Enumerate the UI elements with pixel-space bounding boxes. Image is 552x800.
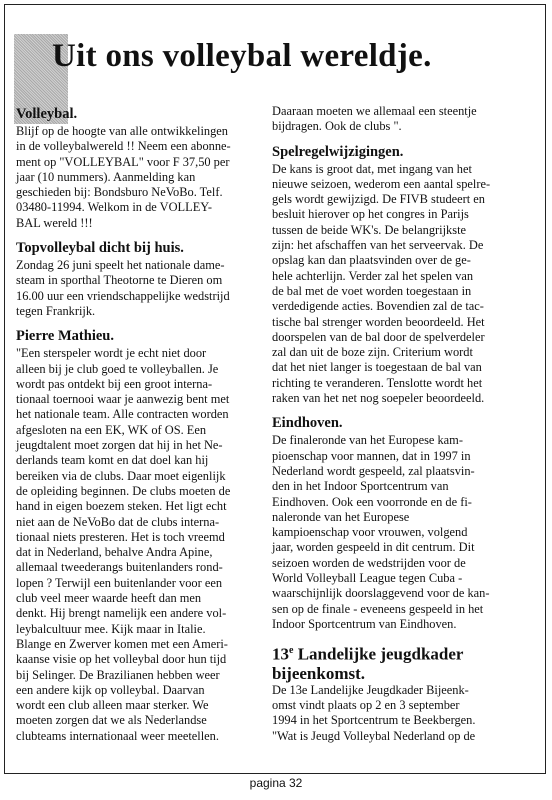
text-line: hele achterlijn. Verder zal het spelen van — [272, 268, 474, 283]
text-line: naleronde van het Europese — [272, 509, 410, 524]
text-line: alleen bij je club goed te volleyballen. Je — [16, 361, 219, 376]
text-line: tussen de beide WK's. De belangrijkste — [272, 222, 467, 237]
section-body — [272, 433, 534, 632]
section-continuation — [272, 104, 534, 135]
text-line: in de volleybalwereld !! Neem een abonne- — [16, 139, 231, 154]
text-line: bijdragen. Ook de clubs ". — [272, 119, 402, 134]
section-heading: Spelregelwijzigingen. — [272, 143, 404, 160]
text-line: denkt. Hij brengt namelijk een andere vol- — [16, 606, 227, 621]
text-line: bereiken via de clubs. Daar moet eigenlijk — [16, 468, 226, 483]
text-line: tegen Frankrijk. — [16, 303, 96, 318]
section-eindhoven — [272, 415, 534, 632]
text-line: derlands team komt en dat doel kan hij — [16, 453, 209, 468]
text-line: Nederland wordt gespeeld, zal plaatsvin- — [272, 463, 475, 478]
text-line: moeten zorgen dat we als Nederlandse — [16, 713, 207, 728]
text-line: allemaal tweederangs buitenlanders rond- — [16, 560, 223, 575]
text-line: de opleiding beginnen. De clubs moeten de — [16, 483, 231, 498]
text-line: tionaal toernooi waar je aanwezig bent met — [16, 392, 230, 407]
text-line: dat het niet langer is toegestaan de bal van — [272, 360, 482, 375]
section-volleybal — [16, 106, 264, 231]
text-line: 16.00 uur een vriendschappelijke wedstrijd — [16, 288, 230, 303]
left-column — [16, 106, 264, 744]
section-pierre-mathieu — [16, 328, 264, 744]
text-line: zijn: het afschaffen van het serveervak. De — [272, 238, 484, 253]
text-line: jeugdtalent moet zorgen dat hij in het Ne- — [16, 438, 223, 453]
text-line: 03480-11994. Welkom in de VOLLEY- — [16, 200, 212, 215]
text-line: geschieden bij: Bondsburo NeVoBo. Telf. — [16, 185, 223, 200]
text-line: Blange en Zwerver komen met een Ameri- — [16, 636, 228, 651]
text-line: wordt pas ontdekt bij een groot interna- — [16, 376, 213, 391]
right-column — [272, 104, 534, 744]
text-line: doorspelen van de bal door de spelverdeler — [272, 329, 485, 344]
text-line: clubteams internationaal weer meetellen. — [16, 728, 219, 743]
text-line: opslag kan dan plaatsvinden over de ge- — [272, 253, 471, 268]
text-line: sen op de finale - eveneens gespeeld in het — [272, 601, 484, 616]
text-line: een andere kijk op volleybal. Daarvan — [16, 682, 205, 697]
text-line: richting te veranderen. Tenslotte wordt het — [272, 375, 483, 390]
text-line: De finaleronde van het Europese kam- — [272, 433, 463, 448]
text-line: tionaal niets presteren. Het is toch vreemd — [16, 529, 225, 544]
section-heading-line2: bijeenkomst. — [272, 663, 366, 683]
text-line: wordt een club alleen maar sterker. We — [16, 698, 209, 713]
text-line: afgesloten na een EK, WK of OS. Een — [16, 422, 207, 437]
text-line: jaar (10 nummers). Aanmelding kan — [16, 169, 196, 184]
section-body — [16, 124, 264, 231]
heading-number: 13 — [272, 644, 289, 664]
text-line: ment op "VOLLEYBAL" voor F 37,50 per — [16, 154, 230, 169]
text-line: het nationale team. Alle contracten worden — [16, 407, 229, 422]
text-line: tische bal strenger worden beoordeeld. Het — [272, 314, 485, 329]
text-line: dat in Nederland, behalve Andra Apine, — [16, 545, 213, 560]
text-line: World Volleyball League tegen Cuba - — [272, 571, 463, 586]
text-line: de bal met de voet worden toegestaan in — [272, 283, 472, 298]
section-body — [272, 104, 534, 135]
section-heading: Eindhoven. — [272, 415, 343, 432]
text-line: De kans is groot dat, met ingang van het — [272, 161, 472, 176]
text-line: hand in eigen boezem steken. Het ligt echt — [16, 499, 227, 514]
text-line: leybalcultuur mee. Kijk maar in Italie. — [16, 621, 206, 636]
section-body — [16, 346, 264, 744]
section-jeugdkader — [272, 641, 534, 744]
text-line: zal dan uit de boze zijn. Criterium wordt — [272, 345, 473, 360]
text-line: "Een sterspeler wordt je echt niet door — [16, 346, 207, 361]
text-line: nieuwe seizoen, wederom een aantal spelre- — [272, 176, 491, 191]
text-line: steam in sporthal Theotorne te Dieren om — [16, 273, 223, 288]
section-body — [16, 258, 264, 319]
section-heading: Pierre Mathieu. — [16, 328, 114, 345]
text-line: den in het Indoor Sportcentrum van — [272, 479, 449, 494]
section-body — [272, 683, 534, 744]
section-heading: Topvolleybal dicht bij huis. — [16, 240, 184, 257]
text-line: 1994 in het Sportcentrum te Beekbergen. — [272, 713, 476, 728]
text-line: Indoor Sportcentrum van Eindhoven. — [272, 616, 457, 631]
text-line: kaanse visie op het volleybal door hun tijd — [16, 652, 227, 667]
heading-superscript: e — [289, 645, 294, 657]
text-line: raken van het net nog soepeler beoordeeld. — [272, 391, 485, 406]
text-line: omst vindt plaats op 2 en 3 september — [272, 698, 460, 713]
section-topvolleybal — [16, 240, 264, 319]
text-line: waarschijnlijk doorslaggevend voor de kan- — [272, 586, 490, 601]
page-number: pagina 32 — [249, 776, 303, 790]
text-line: gels wordt gewijzigd. De FIVB studeert en — [272, 192, 486, 207]
text-line: club veel meer waarde heeft dan men — [16, 591, 202, 606]
text-line: Eindhoven. Ook een voorronde en de fi- — [272, 494, 472, 509]
heading-text: Landelijke jeugdkader — [293, 644, 464, 664]
text-line: Blijf op de hoogte van alle ontwikkelingen — [16, 124, 228, 138]
text-line: seizoen worden de wedstrijden voor de — [272, 555, 466, 570]
text-line: lopen ? Terwijl een buitenlander voor een — [16, 575, 223, 590]
text-line: Zondag 26 juni speelt het nationale dame- — [16, 258, 225, 273]
section-spelregelwijzigingen — [272, 144, 534, 407]
text-line: kampioenschap voor vrouwen, volgend — [272, 525, 468, 540]
text-line: De 13e Landelijke Jeugdkader Bijeenk- — [272, 682, 469, 697]
section-body — [272, 162, 534, 407]
section-heading — [272, 641, 534, 664]
text-line: "Wat is Jeugd Volleybal Nederland op de — [272, 728, 476, 743]
page-title: Uit ons volleybal wereldje. — [52, 38, 432, 74]
text-line: verdedigende acties. Bovendien zal de tac- — [272, 299, 484, 314]
text-line: BAL wereld !!! — [16, 215, 93, 230]
text-line: niet aan de NeVoBo dat de clubs interna- — [16, 514, 220, 529]
text-line: Daaraan moeten we allemaal een steentje — [272, 104, 477, 118]
section-heading: Volleybal. — [16, 106, 78, 122]
text-line: pioenschap voor mannen, dat in 1997 in — [272, 448, 471, 463]
text-line: besluit hierover op het congres in Parijs — [272, 207, 469, 222]
text-line: bij Selinger. De Brazilianen hebben weer — [16, 667, 220, 682]
text-line: jaar, worden gespeeld in dit centrum. Dit — [272, 540, 475, 555]
